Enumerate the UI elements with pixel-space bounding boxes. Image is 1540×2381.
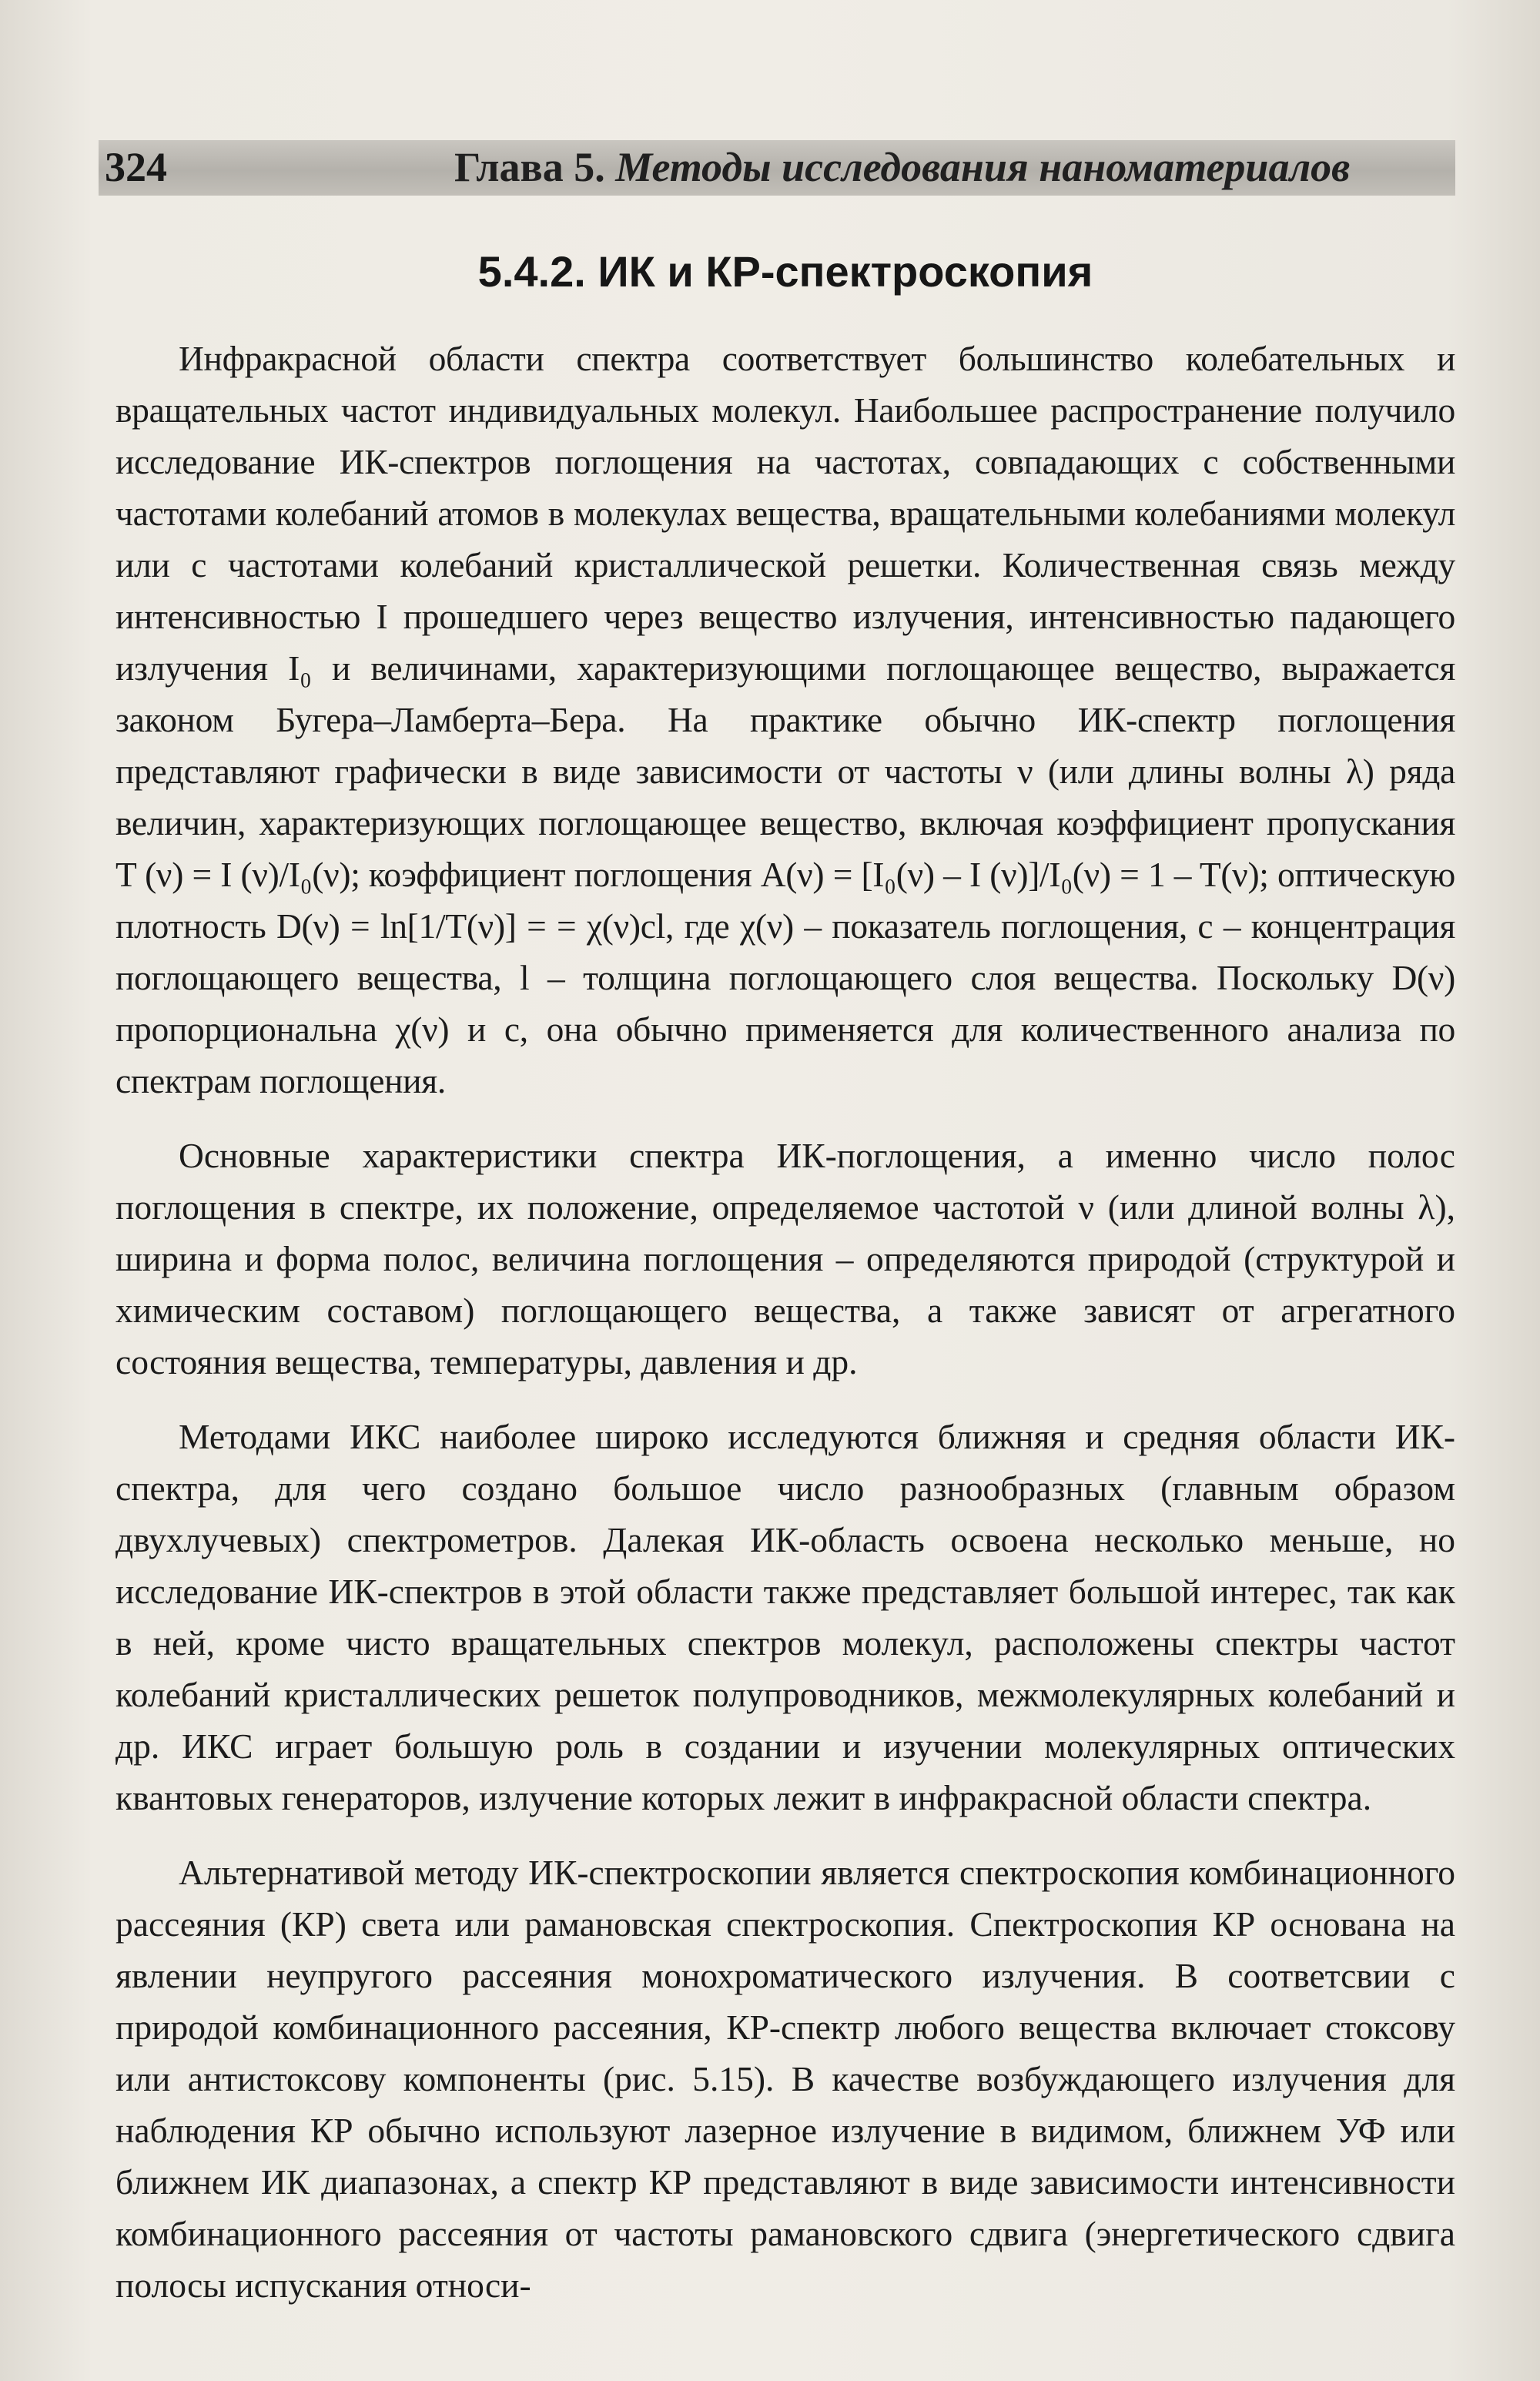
chapter-title	[454, 146, 1350, 188]
chapter-subtitle: Методы исследования наноматериалов	[615, 144, 1351, 190]
running-header	[99, 140, 1455, 196]
paragraph-ir-characteristics: Основные характеристики спектра ИК-поглощения, а именно число полос поглощения в спектре, их положение, определяемое частотой ν (или длиной волны λ), ширина и форма полос, величина поглощения – определяются природой (структурой и химическим составом) поглощающего вещества, а также зависят от агрегатного состояния вещества, температуры, давления и др.	[116, 1136, 1455, 1381]
paragraph-ir-methods: Методами ИКС наиболее широко исследуются ближняя и средняя области ИК-спектра, для чего создано большое число разнообразных (главным образом двухлучевых) спектрометров. Далекая ИК-область освоена несколько меньше, но исследование ИК-спектров в этой области также представляет большой интерес, так как в ней, кроме чисто вращательных спектров молекул, расположены спектры частот колебаний кристаллических решеток полупроводников, межмолекулярных колебаний и др. ИКС играет большую роль в создании и изучении молекулярных оптических квантовых генераторов, излучение которых лежит в инфракрасной области спектра.	[116, 1417, 1455, 1817]
page-number: 324	[105, 144, 167, 190]
paragraph-raman: Альтернативой методу ИК-спектроскопии является спектроскопия комбинационного рассеяния (КР) света или рамановская спектроскопия. Спектроскопия КР основана на явлении неупругого рассеяния монохроматического излучения. В соответсвии с природой комбинационного рассеяния, КР-спектр любого вещества включает стоксову или антистоксову компоненты (рис. 5.15). В качестве возбуждающего излучения для наблюдения КР обычно используют лазерное излучение в видимом, ближнем УФ или ближнем ИК диапазонах, а спектр КР представляют в виде зависимости интенсивности комбинационного рассеяния от частоты рамановского сдвига (энергетического сдвига полосы испускания относи-	[116, 1853, 1455, 2305]
section-title: 5.4.2. ИК и КР-спектроскопия	[477, 247, 1093, 296]
paragraph-ir-intro: Инфракрасной области спектра соответствует большинство колебательных и вращательных частот индивидуальных молекул. Наибольшее распространение получило исследование ИК-спектров поглощения на частотах, совпадающих с собственными частотами колебаний атомов в молекулах вещества, вращательными колебаниями молекул или с частотами колебаний кристаллической решетки. Количественная связь между интенсивностью I прошедшего через вещество излучения, интенсивностью падающего излучения I₀ и величинами, характеризующими поглощающее вещество, выражается законом Бугера–Ламберта–Бера. На практике обычно ИК-спектр поглощения представляют графически в виде зависимости от частоты ν (или длины волны λ) ряда величин, характеризующих поглощающее вещество, включая коэффициент пропускания T (ν) = I (ν)/I₀(ν); коэффициент поглощения A(ν) = [I₀(ν) – I (ν)]/I₀(ν) = 1 – T(ν); оптическую плотность D(ν) = ln[1/T(ν)] = = χ(ν)cl, где χ(ν) – показатель поглощения, c – концентрация поглощающего вещества, l – толщина поглощающего слоя вещества. Поскольку D(ν) пропорциональна χ(ν) и c, она обычно применяется для количественного анализа по спектрам поглощения.	[116, 339, 1455, 1100]
chapter-label: Глава 5.	[454, 144, 605, 190]
body-text	[116, 333, 1455, 2334]
